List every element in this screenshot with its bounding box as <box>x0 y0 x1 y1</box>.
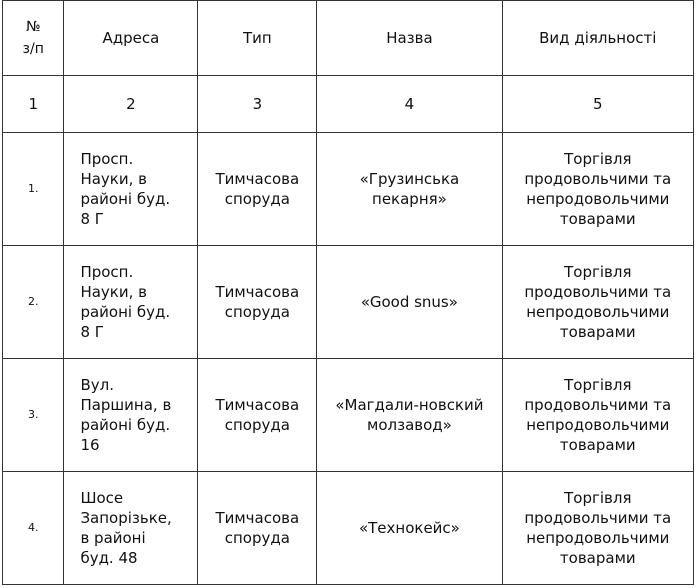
table-row <box>3 133 694 246</box>
row-activity-line: товарами <box>559 210 636 228</box>
table-body <box>3 133 694 585</box>
row-type-line: Тимчасова <box>215 396 300 414</box>
row-name-line: «Грузинська <box>359 170 460 188</box>
row-name-line: «Технокейс» <box>358 519 460 537</box>
row-name <box>317 133 502 246</box>
row-name <box>317 472 502 585</box>
row-activity-line: товарами <box>559 323 636 341</box>
row-activity-line: товарами <box>559 549 636 567</box>
table-row <box>3 472 694 585</box>
header-no-line1: № <box>25 19 41 35</box>
header-address: Адреса <box>64 1 198 76</box>
row-type <box>198 133 317 246</box>
row-type-line: споруда <box>224 303 290 321</box>
row-address-line: Паршина, в <box>80 396 172 414</box>
row-activity-line: непродовольчими <box>526 529 670 547</box>
row-activity-line: продовольчими та <box>524 170 672 188</box>
row-type-line: Тимчасова <box>215 283 300 301</box>
row-address-line: Запорізьке, <box>80 509 172 527</box>
row-address <box>64 246 198 359</box>
row-address-line: Науки, в <box>80 283 147 301</box>
row-address-line: 8 Г <box>80 323 104 341</box>
row-number: 3. <box>3 359 64 472</box>
row-address-line: Просп. <box>80 263 134 281</box>
row-address <box>64 359 198 472</box>
row-activity-line: товарами <box>559 436 636 454</box>
row-activity <box>502 246 693 359</box>
row-number: 1. <box>3 133 64 246</box>
header-name: Назва <box>317 1 502 76</box>
row-address-line: районі буд. <box>80 190 171 208</box>
row-activity-line: непродовольчими <box>526 303 670 321</box>
row-activity <box>502 133 693 246</box>
objects-table <box>2 0 694 585</box>
table-row <box>3 359 694 472</box>
row-type <box>198 359 317 472</box>
table-row <box>3 246 694 359</box>
row-name <box>317 359 502 472</box>
row-address-line: 16 <box>80 436 100 454</box>
row-activity-line: Торгівля <box>564 489 632 507</box>
row-number: 4. <box>3 472 64 585</box>
row-type-line: споруда <box>224 190 290 208</box>
row-activity <box>502 472 693 585</box>
column-number-row <box>3 76 694 133</box>
row-address-line: Вул. <box>80 376 114 394</box>
row-name-line: молзавод» <box>367 416 452 434</box>
row-address-line: Шосе <box>80 489 124 507</box>
column-number: 4 <box>317 76 502 133</box>
row-activity-line: непродовольчими <box>526 190 670 208</box>
row-activity-line: Торгівля <box>564 376 632 394</box>
row-activity-line: Торгівля <box>564 263 632 281</box>
row-type-line: споруда <box>224 416 290 434</box>
row-type <box>198 472 317 585</box>
row-name-line: «Магдали-новский <box>335 396 484 414</box>
row-address <box>64 472 198 585</box>
row-type <box>198 246 317 359</box>
row-address-line: 8 Г <box>80 210 104 228</box>
column-number: 1 <box>3 76 64 133</box>
header-no <box>3 1 64 76</box>
row-activity <box>502 359 693 472</box>
column-number: 2 <box>64 76 198 133</box>
row-address-line: буд. 48 <box>80 549 138 567</box>
column-number: 5 <box>502 76 693 133</box>
row-name-line: «Good snus» <box>360 293 458 311</box>
header-type: Тип <box>198 1 317 76</box>
row-activity-line: Торгівля <box>564 150 632 168</box>
row-activity-line: продовольчими та <box>524 509 672 527</box>
row-address <box>64 133 198 246</box>
row-activity-line: продовольчими та <box>524 396 672 414</box>
row-number: 2. <box>3 246 64 359</box>
header-no-line2: з/п <box>22 41 44 57</box>
row-address-line: районі буд. <box>80 303 171 321</box>
row-name <box>317 246 502 359</box>
row-type-line: Тимчасова <box>215 509 300 527</box>
row-activity-line: продовольчими та <box>524 283 672 301</box>
row-activity-line: непродовольчими <box>526 416 670 434</box>
row-name-line: пекарня» <box>372 190 447 208</box>
row-address-line: Науки, в <box>80 170 147 188</box>
row-type-line: споруда <box>224 529 290 547</box>
header-row <box>3 1 694 76</box>
row-address-line: в районі <box>80 529 146 547</box>
row-type-line: Тимчасова <box>215 170 300 188</box>
header-activity: Вид діяльності <box>502 1 693 76</box>
row-address-line: Просп. <box>80 150 134 168</box>
column-number: 3 <box>198 76 317 133</box>
row-address-line: районі буд. <box>80 416 171 434</box>
